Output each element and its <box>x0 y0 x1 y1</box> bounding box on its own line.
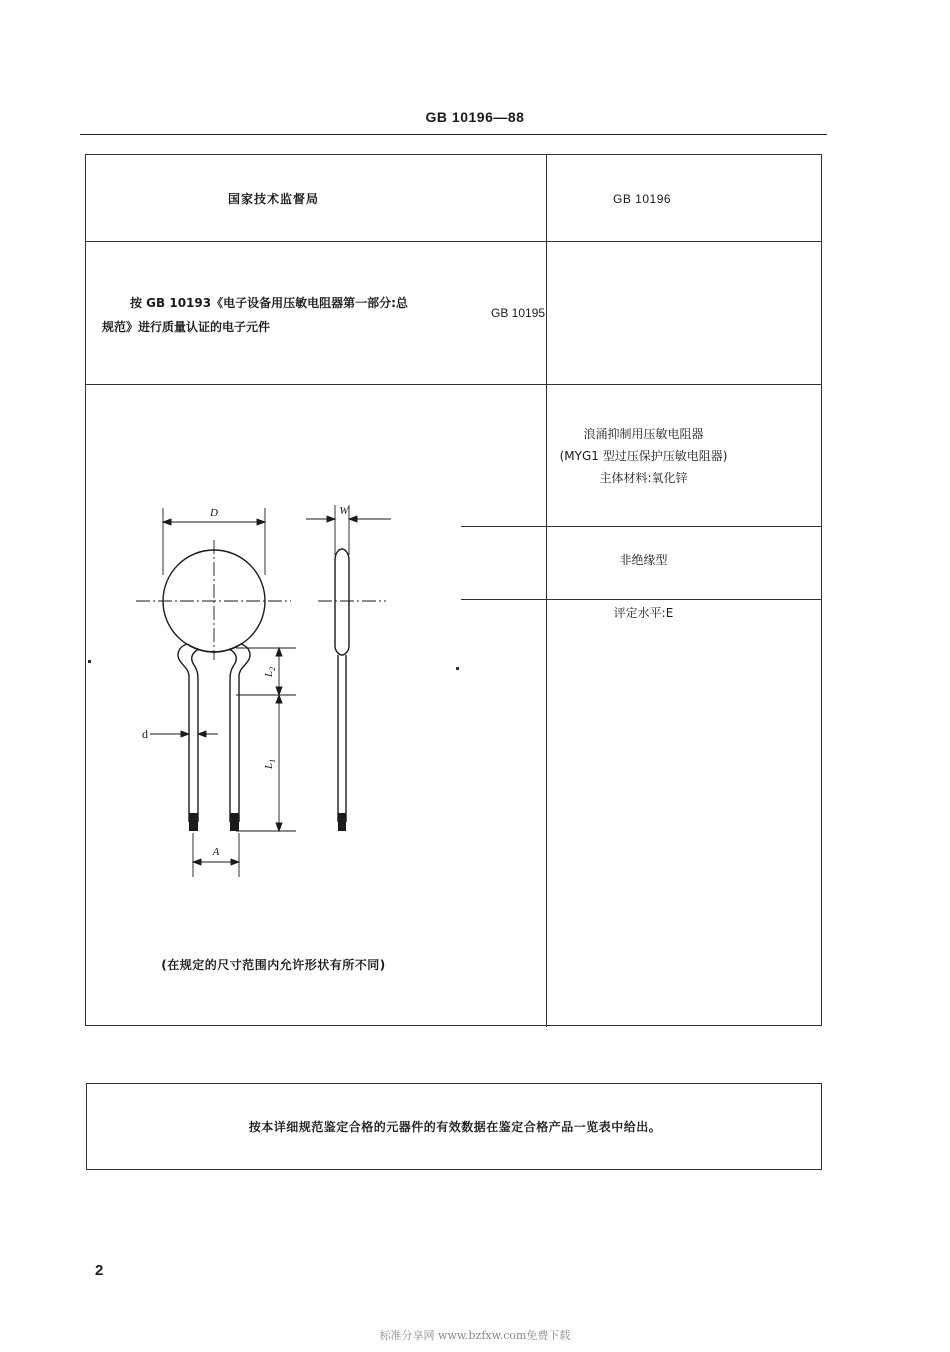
dim-label-d-upper: D <box>210 507 218 519</box>
dim-label-w: W <box>339 505 349 517</box>
header-rule <box>80 134 827 135</box>
shape-note: (在规定的尺寸范围内允许形状有所不同) <box>161 958 386 972</box>
issuing-authority: 国家技术监督局 <box>227 192 319 206</box>
insulation-type: 非绝缘型 <box>619 553 668 567</box>
assessment-level: 评定水平:E <box>613 606 674 620</box>
generic-spec-number: GB 10195 <box>491 306 546 320</box>
component-model: (MYG1 型过压保护压敏电阻器) <box>559 449 728 463</box>
right-lead-tip <box>230 813 239 831</box>
table-column-divider <box>546 155 547 1027</box>
varistor-outline-drawing <box>86 155 461 1025</box>
qualification-note: 按本详细规范鉴定合格的元器件的有效数据在鉴定合格产品一览表中给出。 <box>248 1120 662 1134</box>
component-name: 浪涌抑制用压敏电阻器 <box>583 427 704 441</box>
page-number: 2 <box>95 1262 104 1279</box>
table-row-divider <box>461 599 821 600</box>
right-lead-outline <box>239 644 250 822</box>
table-row-divider <box>461 526 821 527</box>
dim-label-l1: $L_1$ <box>263 758 277 769</box>
dim-label-a: A <box>212 846 220 858</box>
qualification-note-box <box>86 1083 822 1170</box>
dim-label-lead-d: d <box>142 727 148 741</box>
dim-label-l2: $L_2$ <box>263 666 277 677</box>
left-lead-tip <box>189 813 198 831</box>
footer-watermark: 标准分享网 www.bzfxw.com免费下载 <box>379 1329 571 1342</box>
spec-number: GB 10196 <box>613 192 672 206</box>
scan-mark <box>88 660 91 663</box>
component-material: 主体材料:氧化锌 <box>599 471 688 485</box>
scan-mark <box>456 667 459 670</box>
side-view-body <box>335 549 349 655</box>
spec-table <box>85 154 822 1026</box>
basis-line-2: 规范》进行质量认证的电子元件 <box>102 320 271 334</box>
standard-code: GB 10196—88 <box>425 109 525 125</box>
basis-line-1: 按 GB 10193《电子设备用压敏电阻器第一部分:总 <box>130 296 408 310</box>
